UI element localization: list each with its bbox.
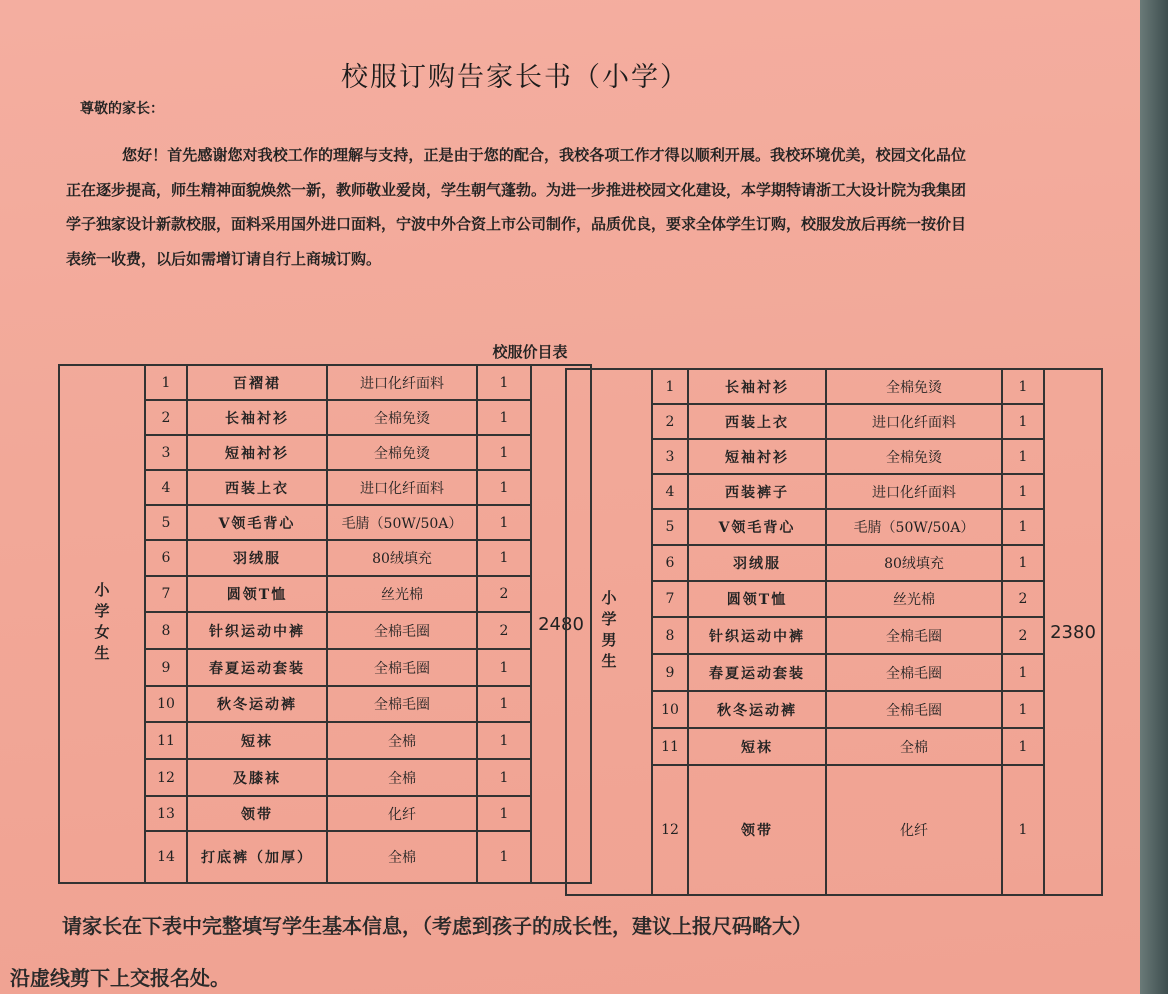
girls-price-table — [58, 364, 592, 884]
item-name: 西装上衣 — [688, 404, 826, 439]
item-name: 短袜 — [187, 722, 327, 759]
item-name: 西装裤子 — [688, 474, 826, 509]
item-name: 打底裤（加厚） — [187, 831, 327, 883]
item-name: 春夏运动套装 — [187, 649, 327, 686]
row-number: 8 — [145, 612, 187, 649]
quantity: 1 — [477, 831, 531, 883]
row-number: 5 — [145, 505, 187, 540]
material: 80绒填充 — [826, 545, 1002, 581]
quantity: 1 — [477, 400, 531, 435]
material: 进口化纤面料 — [327, 365, 477, 400]
item-name: 长袖衬衫 — [187, 400, 327, 435]
intro-paragraph: 您好！首先感谢您对我校工作的理解与支持，正是由于您的配合，我校各项工作才得以顺利开展。我校环境优美，校园文化品位正在逐步提高，师生精神面貌焕然一新，教师敬业爱岗，学生朝气蓬勃。为进一步推进校园文化建设，本学期特请浙工大设计院为我集团学子独家设计新款校服，面料采用国外进口面料，宁波中外合资上市公司制作，品质优良，要求全体学生订购，校服发放后再统一按价目表统一收费，以后如需增订请自行上商城订购。 — [66, 146, 967, 268]
quantity: 1 — [1002, 369, 1044, 404]
material: 全棉毛圈 — [826, 691, 1002, 728]
material: 全棉毛圈 — [826, 654, 1002, 691]
quantity: 1 — [1002, 691, 1044, 728]
row-number: 2 — [145, 400, 187, 435]
boys-price-table — [565, 368, 1103, 896]
item-name: 领带 — [187, 796, 327, 831]
quantity: 1 — [1002, 654, 1044, 691]
item-name: 及膝袜 — [187, 759, 327, 796]
footer-cut-instruction: 沿虚线剪下上交报名处。 — [10, 966, 230, 990]
row-number: 5 — [652, 509, 688, 545]
quantity: 1 — [477, 435, 531, 470]
material: 全棉 — [826, 728, 1002, 765]
row-number: 14 — [145, 831, 187, 883]
quantity: 1 — [477, 540, 531, 576]
row-number: 7 — [145, 576, 187, 612]
quantity: 1 — [477, 759, 531, 796]
row-number: 2 — [652, 404, 688, 439]
quantity: 2 — [1002, 581, 1044, 617]
material: 进口化纤面料 — [327, 470, 477, 505]
row-number: 11 — [145, 722, 187, 759]
material: 全棉毛圈 — [327, 686, 477, 722]
row-number: 10 — [145, 686, 187, 722]
item-name: V领毛背心 — [187, 505, 327, 540]
material: 全棉免烫 — [327, 400, 477, 435]
table-title: 校服价目表 — [492, 343, 568, 361]
row-number: 1 — [145, 365, 187, 400]
quantity: 2 — [477, 612, 531, 649]
row-number: 1 — [652, 369, 688, 404]
row-number: 9 — [145, 649, 187, 686]
item-name: 秋冬运动裤 — [187, 686, 327, 722]
material: 化纤 — [826, 765, 1002, 895]
row-number: 4 — [145, 470, 187, 505]
item-name: 羽绒服 — [688, 545, 826, 581]
row-number: 3 — [652, 439, 688, 474]
table-row — [59, 365, 591, 400]
material: 丝光棉 — [327, 576, 477, 612]
quantity: 1 — [477, 686, 531, 722]
row-number: 11 — [652, 728, 688, 765]
background-edge — [1140, 0, 1168, 994]
quantity: 1 — [1002, 728, 1044, 765]
greeting: 尊敬的家长： — [80, 101, 164, 117]
item-name: 百褶裙 — [187, 365, 327, 400]
row-number: 6 — [652, 545, 688, 581]
quantity: 1 — [477, 365, 531, 400]
quantity: 2 — [477, 576, 531, 612]
item-name: 短袖衬衫 — [187, 435, 327, 470]
item-name: 针织运动中裤 — [187, 612, 327, 649]
material: 80绒填充 — [327, 540, 477, 576]
material: 毛腈（50W/50A） — [826, 509, 1002, 545]
row-number: 8 — [652, 617, 688, 654]
row-number: 6 — [145, 540, 187, 576]
material: 进口化纤面料 — [826, 474, 1002, 509]
item-name: 春夏运动套装 — [688, 654, 826, 691]
total-price: 2480 — [531, 365, 591, 883]
footer-note: 请家长在下表中完整填写学生基本信息，（考虑到孩子的成长性，建议上报尺码略大） — [62, 914, 812, 938]
quantity: 1 — [1002, 474, 1044, 509]
quantity: 1 — [1002, 765, 1044, 895]
material: 全棉毛圈 — [826, 617, 1002, 654]
row-number: 7 — [652, 581, 688, 617]
row-number: 10 — [652, 691, 688, 728]
row-number: 3 — [145, 435, 187, 470]
material: 化纤 — [327, 796, 477, 831]
item-name: 领带 — [688, 765, 826, 895]
item-name: 圆领T恤 — [688, 581, 826, 617]
quantity: 2 — [1002, 617, 1044, 654]
table-row — [566, 369, 1102, 404]
item-name: 圆领T恤 — [187, 576, 327, 612]
row-number: 12 — [145, 759, 187, 796]
item-name: 羽绒服 — [187, 540, 327, 576]
material: 全棉毛圈 — [327, 612, 477, 649]
quantity: 1 — [1002, 545, 1044, 581]
quantity: 1 — [1002, 509, 1044, 545]
item-name: 秋冬运动裤 — [688, 691, 826, 728]
quantity: 1 — [477, 796, 531, 831]
page-title: 校服订购告家长书（小学） — [341, 62, 689, 93]
row-number: 9 — [652, 654, 688, 691]
material: 全棉 — [327, 759, 477, 796]
item-name: 西装上衣 — [187, 470, 327, 505]
item-name: 长袖衬衫 — [688, 369, 826, 404]
material: 全棉免烫 — [826, 439, 1002, 474]
quantity: 1 — [477, 505, 531, 540]
material: 全棉毛圈 — [327, 649, 477, 686]
group-label: 小学男生 — [566, 369, 652, 895]
quantity: 1 — [477, 722, 531, 759]
item-name: 短袖衬衫 — [688, 439, 826, 474]
quantity: 1 — [477, 649, 531, 686]
total-price: 2380 — [1044, 369, 1102, 895]
quantity: 1 — [477, 470, 531, 505]
material: 全棉 — [327, 722, 477, 759]
item-name: 针织运动中裤 — [688, 617, 826, 654]
item-name: V领毛背心 — [688, 509, 826, 545]
material: 全棉免烫 — [826, 369, 1002, 404]
row-number: 4 — [652, 474, 688, 509]
material: 毛腈（50W/50A） — [327, 505, 477, 540]
material: 进口化纤面料 — [826, 404, 1002, 439]
material: 丝光棉 — [826, 581, 1002, 617]
group-label: 小学女生 — [59, 365, 145, 883]
row-number: 13 — [145, 796, 187, 831]
material: 全棉 — [327, 831, 477, 883]
row-number: 12 — [652, 765, 688, 895]
quantity: 1 — [1002, 439, 1044, 474]
item-name: 短袜 — [688, 728, 826, 765]
material: 全棉免烫 — [327, 435, 477, 470]
quantity: 1 — [1002, 404, 1044, 439]
